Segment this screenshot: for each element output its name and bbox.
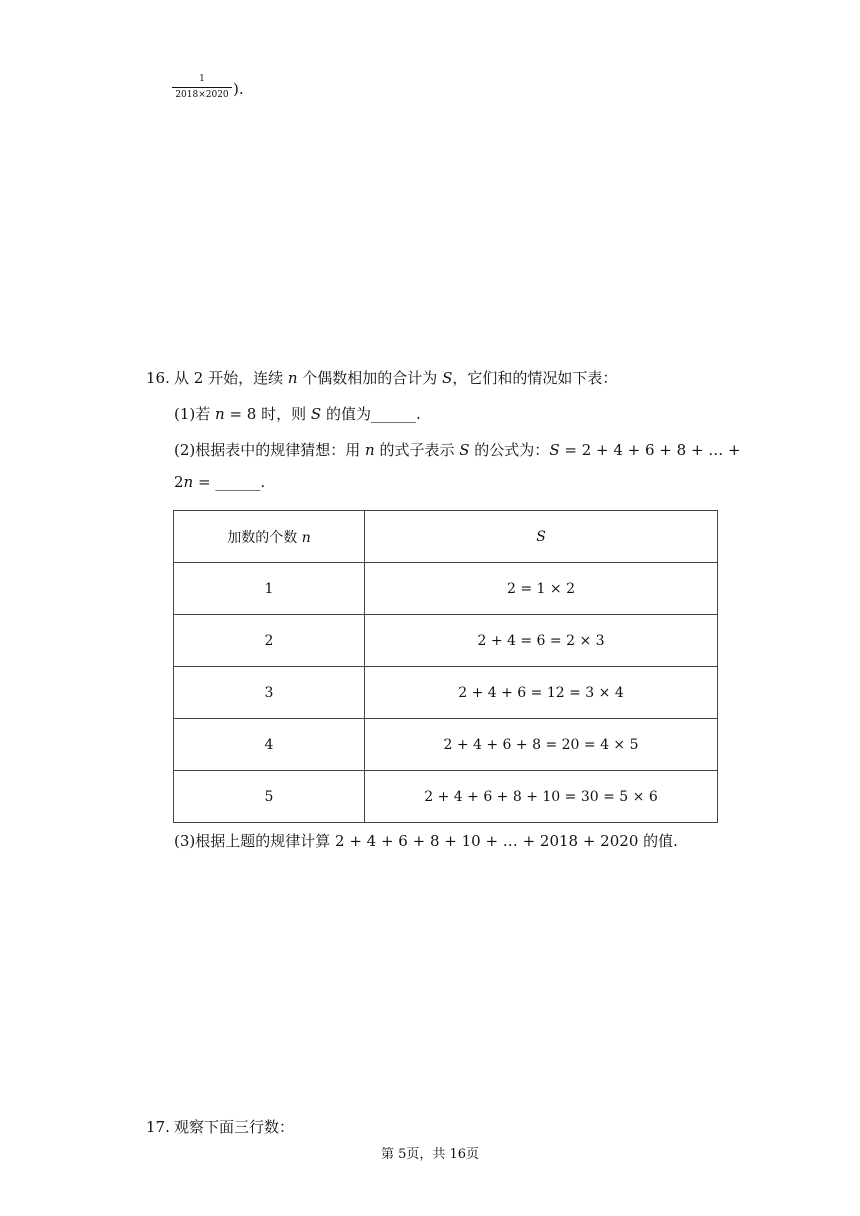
text: 2	[174, 473, 184, 491]
question-16-part-3: (3)根据上题的规律计算 2 + 4 + 6 + 8 + 10 + … + 2018 + 2020 的值.	[174, 832, 678, 850]
fraction-tail: ).	[233, 80, 244, 98]
var-S: S	[549, 441, 560, 459]
table-cell-n: 1	[174, 563, 365, 615]
table-row	[174, 615, 718, 667]
page-footer: 第 5页，共 16页	[380, 1147, 480, 1162]
sum-table	[173, 510, 718, 823]
var-n: n	[215, 405, 225, 423]
text: = ______.	[193, 473, 266, 491]
var-n: n	[301, 529, 311, 546]
var-S: S	[442, 369, 453, 387]
var-S: S	[310, 405, 322, 423]
text: (1)若	[174, 405, 216, 423]
table-cell-n: 2	[174, 615, 365, 667]
fraction-numerator: 1	[199, 74, 205, 84]
table-cell-n: 3	[174, 667, 365, 719]
question-16-part-2-line-2	[174, 472, 265, 492]
table-row	[174, 563, 718, 615]
question-17-text: 观察下面三行数：	[174, 1118, 295, 1136]
text: 的值为______.	[321, 405, 421, 423]
table-row	[174, 771, 718, 823]
text: (2)根据表中的规律猜想：用	[174, 441, 366, 459]
text: = 8 时，则	[224, 405, 311, 423]
table-row	[174, 719, 718, 771]
text: 加数的个数	[227, 529, 302, 546]
question-16-intro	[174, 368, 617, 388]
var-n: n	[365, 441, 375, 459]
var-S: S	[459, 441, 470, 459]
question-16-number: 16.	[146, 369, 170, 387]
text: ，它们和的情况如下表：	[452, 369, 618, 387]
text: 的公式为：	[469, 441, 550, 459]
table-cell-s: 2 = 1 × 2	[365, 563, 718, 615]
fraction-bar	[172, 87, 232, 88]
question-16-part-1	[174, 404, 421, 424]
table-cell-n: 5	[174, 771, 365, 823]
question-16-part-2	[174, 440, 741, 460]
table-cell-s: 2 + 4 + 6 + 8 = 20 = 4 × 5	[365, 719, 718, 771]
table-cell-n: 4	[174, 719, 365, 771]
text: 个偶数相加的合计为	[297, 369, 443, 387]
fraction-denominator: 2018×2020	[175, 90, 229, 100]
table-header-row	[174, 511, 718, 563]
question-17-number: 17.	[146, 1118, 170, 1136]
var-n: n	[287, 369, 298, 387]
text: 的式子表示	[374, 441, 460, 459]
table-cell-s: 2 + 4 = 6 = 2 × 3	[365, 615, 718, 667]
table-cell-s: 2 + 4 + 6 + 8 + 10 = 30 = 5 × 6	[365, 771, 718, 823]
table-header-sum: S	[365, 511, 718, 563]
table-cell-s: 2 + 4 + 6 = 12 = 3 × 4	[365, 667, 718, 719]
text: = 2 + 4 + 6 + 8 + … +	[559, 441, 741, 459]
table-header-count	[174, 511, 365, 563]
var-n: n	[183, 473, 194, 491]
table-row	[174, 667, 718, 719]
text: 从 2 开始，连续	[174, 369, 288, 387]
